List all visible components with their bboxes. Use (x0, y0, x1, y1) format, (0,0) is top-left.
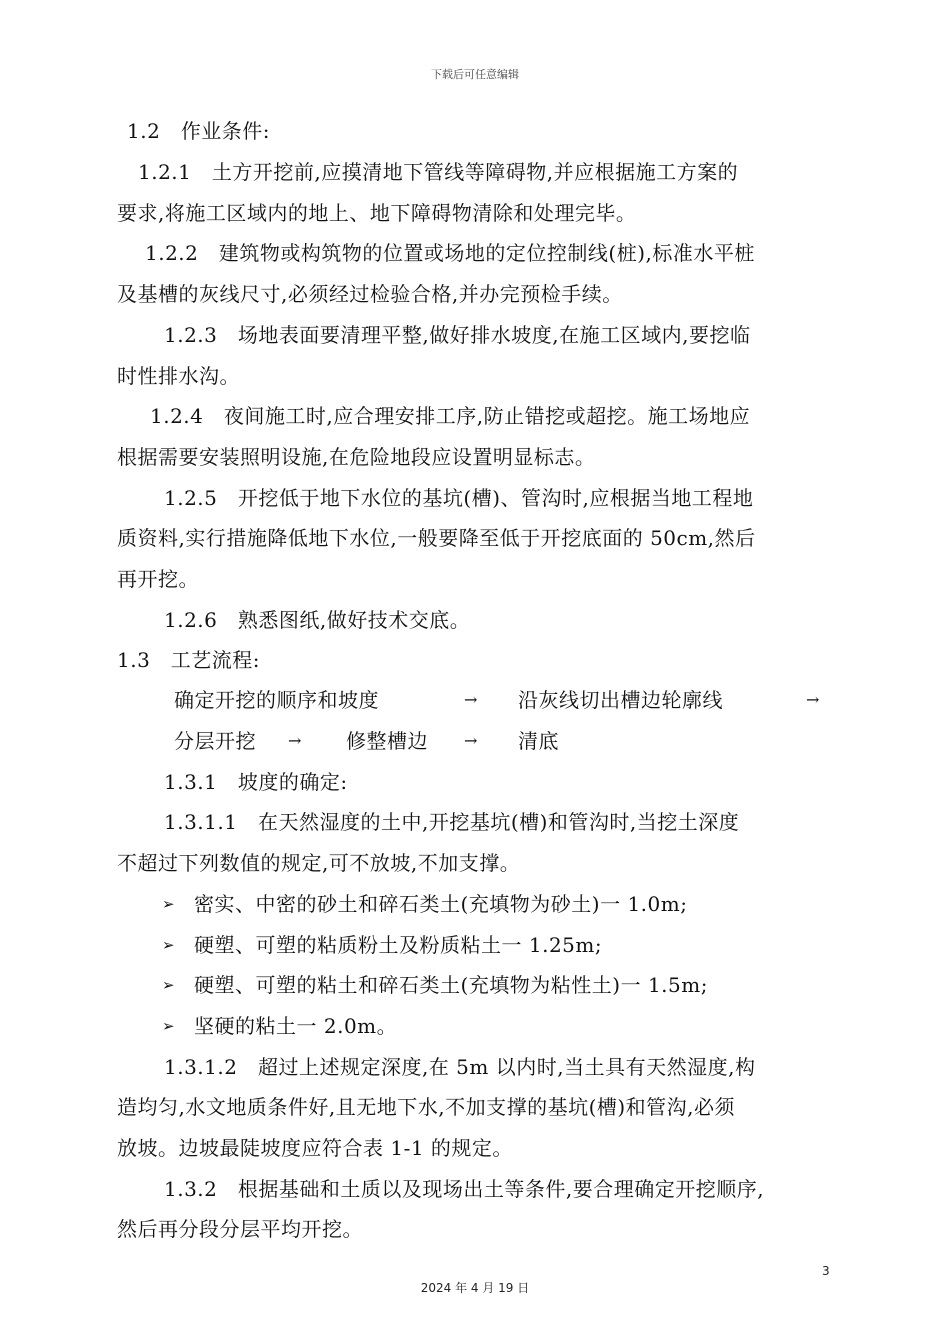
paragraph-1-3-2-line-2: 然后再分段分层平均开挖。 (117, 1217, 363, 1241)
paragraph-1-2-3-line-1: 1.2.3 场地表面要清理平整,做好排水坡度,在施工区域内,要挖临 (164, 323, 751, 347)
paragraph-1-2-6: 1.2.6 熟悉图纸,做好技术交底。 (164, 608, 471, 632)
flow-arrow-icon: → (464, 731, 478, 750)
paragraph-1-3-1: 1.3.1 坡度的确定: (164, 770, 348, 794)
flow-step-2: 沿灰线切出槽边轮廓线 (518, 688, 723, 712)
page-header: 下载后可任意编辑 (431, 68, 519, 81)
footer-date: 2024 年 4 月 19 日 (420, 1281, 530, 1295)
paragraph-1-2-5-line-2: 质资料,实行措施降低地下水位,一般要降至低于开挖底面的 50cm,然后 (117, 526, 756, 550)
flow-step-3: 分层开挖 (174, 729, 256, 753)
section-heading-1-3: 1.3 工艺流程: (117, 648, 261, 672)
paragraph-1-2-1-line-1: 1.2.1 土方开挖前,应摸清地下管线等障碍物,并应根据施工方案的 (138, 160, 739, 184)
list-item: 密实、中密的砂土和碎石类土(充填物为砂土)一 1.0m; (194, 892, 688, 916)
section-heading-1-2: 1.2 作业条件: (127, 119, 271, 143)
list-item: 坚硬的粘土一 2.0m。 (194, 1014, 398, 1038)
paragraph-1-2-1-line-2: 要求,将施工区域内的地上、地下障碍物清除和处理完毕。 (117, 201, 637, 225)
flow-step-1: 确定开挖的顺序和坡度 (174, 688, 379, 712)
paragraph-1-3-2-line-1: 1.3.2 根据基础和土质以及现场出土等条件,要合理确定开挖顺序, (164, 1177, 765, 1201)
flow-step-5: 清底 (518, 729, 559, 753)
paragraph-1-2-5-line-1: 1.2.5 开挖低于地下水位的基坑(槽)、管沟时,应根据当地工程地 (164, 486, 754, 510)
paragraph-1-2-2-line-2: 及基槽的灰线尺寸,必须经过检验合格,并办完预检手续。 (117, 282, 623, 306)
list-item: 硬塑、可塑的粘质粉土及粉质粘土一 1.25m; (194, 933, 603, 957)
paragraph-1-3-1-2-line-2: 造均匀,水文地质条件好,且无地下水,不加支撑的基坑(槽)和管沟,必须 (117, 1095, 736, 1119)
paragraph-1-2-2-line-1: 1.2.2 建筑物或构筑物的位置或场地的定位控制线(桩),标准水平桩 (145, 241, 755, 265)
page-number: 3 (822, 1264, 830, 1278)
list-item: 硬塑、可塑的粘土和碎石类土(充填物为粘性土)一 1.5m; (194, 973, 708, 997)
bullet-arrow-icon: ➢ (162, 1017, 175, 1035)
paragraph-1-3-1-1-line-2: 不超过下列数值的规定,可不放坡,不加支撑。 (117, 851, 521, 875)
paragraph-1-3-1-1-line-1: 1.3.1.1 在天然湿度的土中,开挖基坑(槽)和管沟时,当挖土深度 (164, 810, 740, 834)
flow-arrow-icon: → (464, 690, 478, 709)
flow-arrow-icon: → (806, 690, 820, 709)
paragraph-1-2-3-line-2: 时性排水沟。 (117, 364, 240, 388)
bullet-arrow-icon: ➢ (162, 936, 175, 954)
paragraph-1-3-1-2-line-3: 放坡。边坡最陡坡度应符合表 1-1 的规定。 (117, 1136, 513, 1160)
paragraph-1-3-1-2-line-1: 1.3.1.2 超过上述规定深度,在 5m 以内时,当土具有天然湿度,构 (164, 1055, 756, 1079)
paragraph-1-2-4-line-1: 1.2.4 夜间施工时,应合理安排工序,防止错挖或超挖。施工场地应 (150, 404, 751, 428)
bullet-arrow-icon: ➢ (162, 976, 175, 994)
flow-step-4: 修整槽边 (346, 729, 428, 753)
flow-arrow-icon: → (288, 731, 302, 750)
paragraph-1-2-4-line-2: 根据需要安装照明设施,在危险地段应设置明显标志。 (117, 445, 596, 469)
bullet-arrow-icon: ➢ (162, 895, 175, 913)
paragraph-1-2-5-line-3: 再开挖。 (117, 567, 199, 591)
